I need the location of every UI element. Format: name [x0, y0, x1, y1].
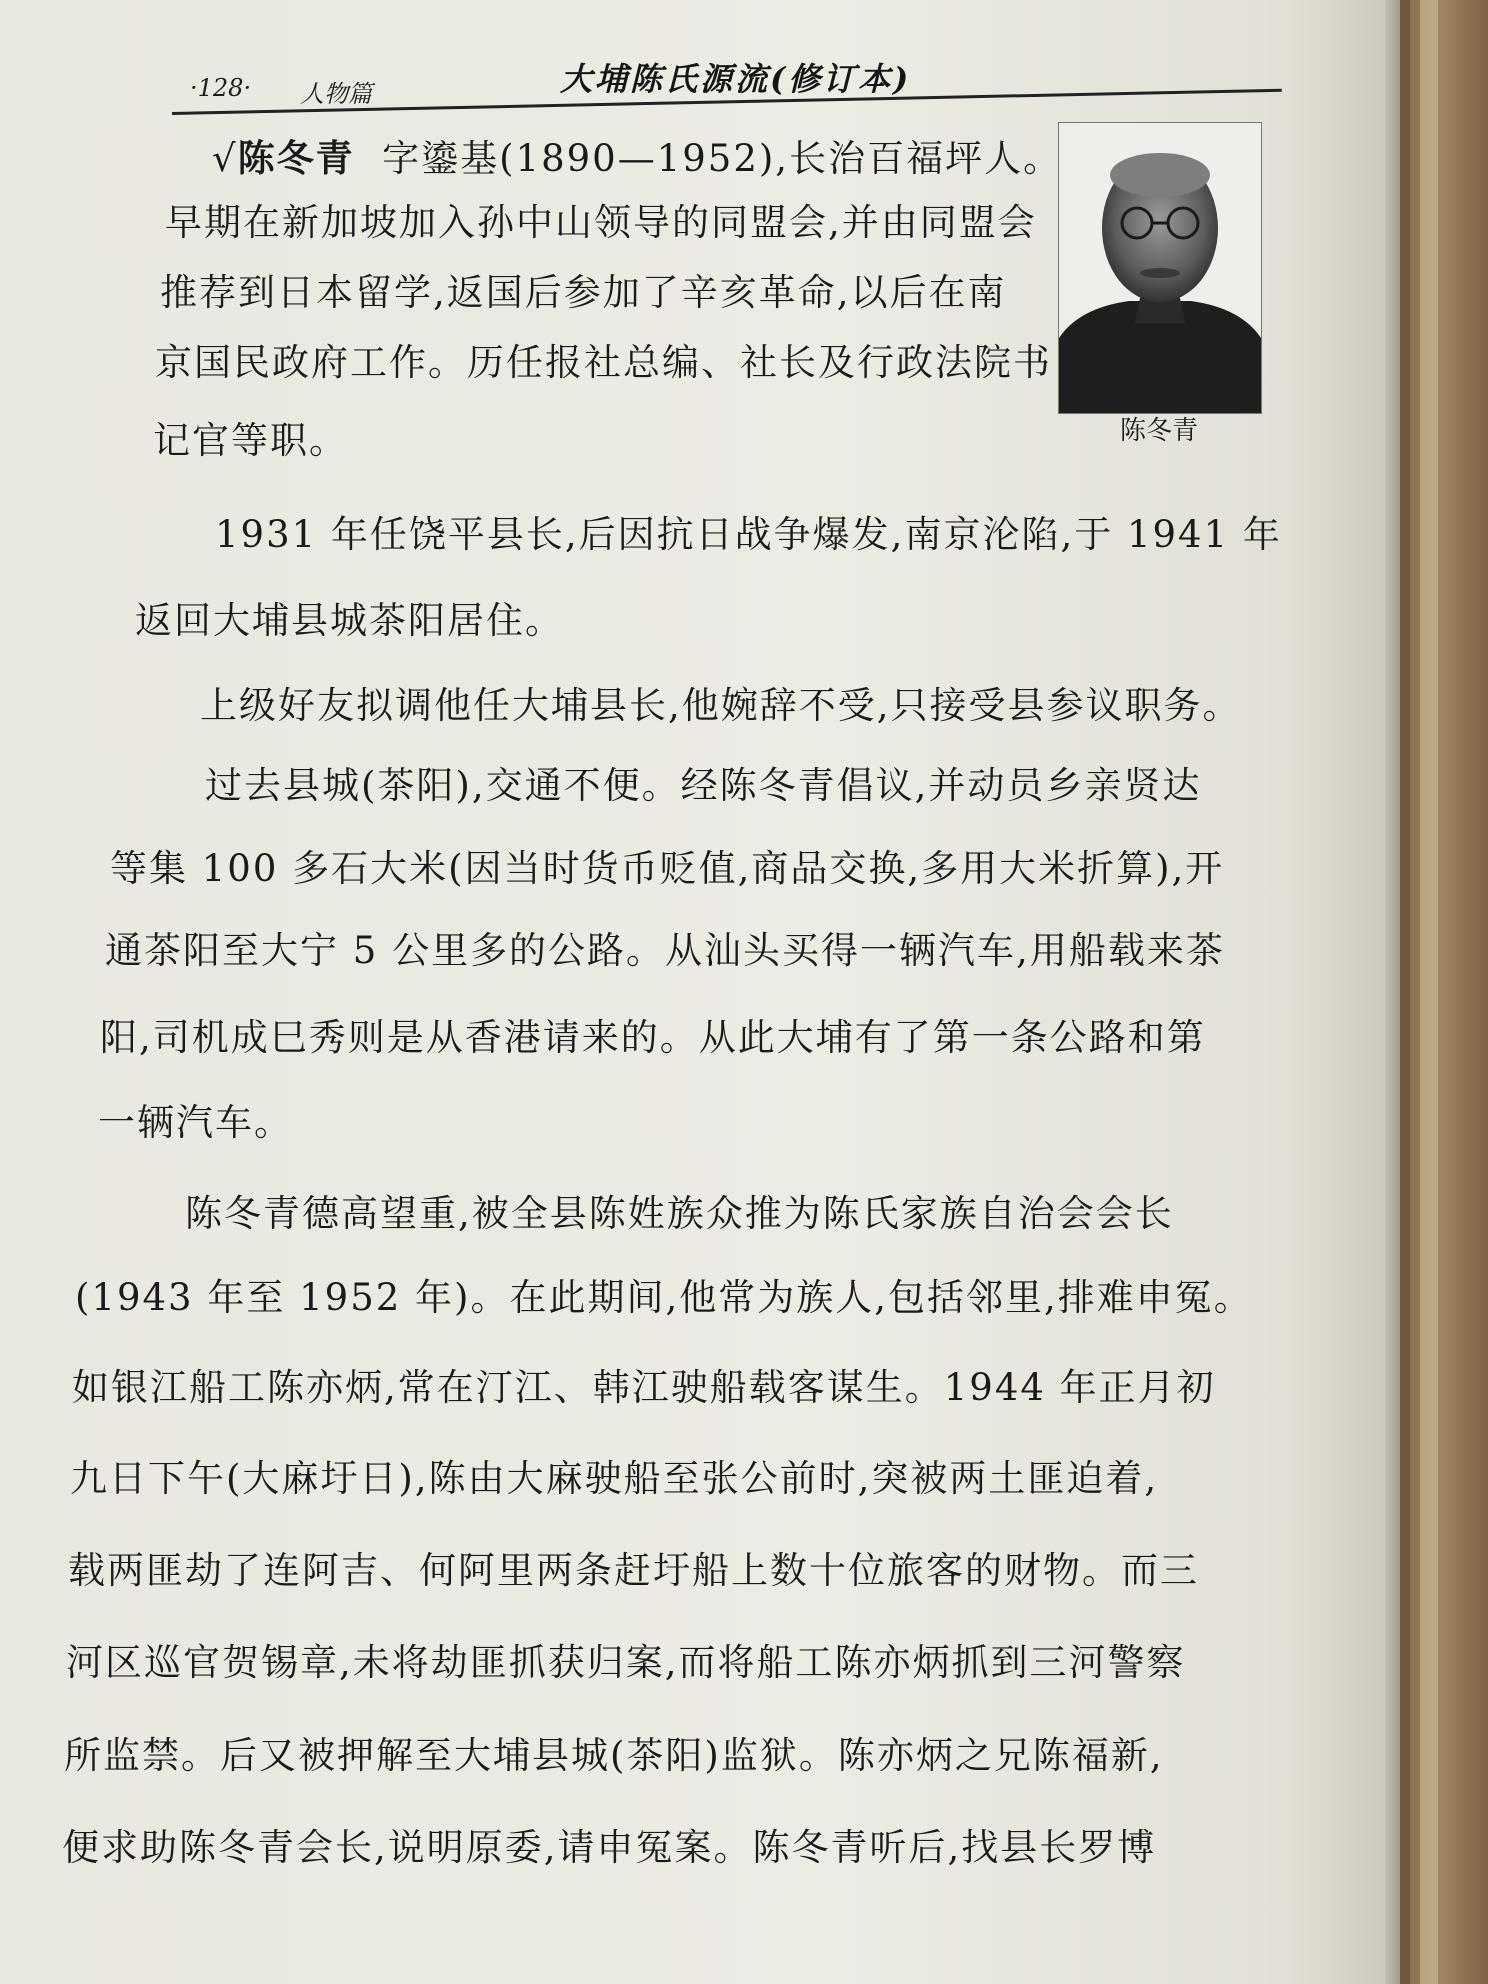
running-title: 大埔陈氏源流(修订本)	[560, 60, 912, 98]
text-line: 1931 年任饶平县长,后因抗日战争爆发,南京沦陷,于 1941 年	[215, 513, 1282, 556]
page-stack	[1420, 0, 1438, 1984]
text-line: 推荐到日本留学,返国后参加了辛亥革命,以后在南	[160, 271, 1007, 314]
entry-heading	[212, 128, 1062, 182]
text-line: 等集 100 多石大米(因当时货币贬值,商品交换,多用大米折算),开	[110, 847, 1225, 890]
text-line: 京国民政府工作。历任报社总编、社长及行政法院书	[155, 341, 1052, 384]
section-label: 人物篇	[300, 80, 372, 108]
page-curl-shadow	[1385, 0, 1400, 1984]
text-line: (1943 年至 1952 年)。在此期间,他常为族人,包括邻里,排难申冤。	[75, 1276, 1253, 1319]
text-line: 陈冬青德高望重,被全县陈姓族众推为陈氏家族自治会会长	[185, 1192, 1174, 1235]
text-line: 记官等职。	[153, 419, 348, 462]
text-line: 返回大埔县城茶阳居住。	[135, 599, 564, 642]
text-line: 所监禁。后又被押解至大埔县城(茶阳)监狱。陈亦炳之兄陈福新,	[64, 1734, 1164, 1777]
person-name: 陈冬青	[237, 137, 355, 180]
text-line: 如银江船工陈亦炳,常在汀江、韩江驶船载客谋生。1944 年正月初	[72, 1366, 1216, 1409]
text-line: 一辆汽车。	[98, 1101, 293, 1144]
photo-caption: 陈冬青	[1119, 416, 1198, 446]
text-line: 上级好友拟调他任大埔县长,他婉辞不受,只接受县参议职务。	[200, 684, 1242, 727]
text-line: 通茶阳至大宁 5 公里多的公路。从汕头买得一辆汽车,用船载来茶	[105, 929, 1225, 972]
text-line: 载两匪劫了连阿吉、何阿里两条赶圩船上数十位旅客的财物。而三	[68, 1549, 1199, 1592]
text-line: 阳,司机成巳秀则是从香港请来的。从此大埔有了第一条公路和第	[100, 1016, 1206, 1059]
text-line: 便求助陈冬青会长,说明原委,请申冤案。陈冬青听后,找县长罗博	[62, 1826, 1157, 1869]
person-intro: 字鎏基(1890—1952),长治百福坪人。	[382, 137, 1063, 180]
text-line: 早期在新加坡加入孙中山领导的同盟会,并由同盟会	[165, 201, 1037, 244]
text-line: 河区巡官贺锡章,未将劫匪抓获归案,而将船工陈亦炳抓到三河警察	[66, 1641, 1186, 1684]
text-line: 过去县城(茶阳),交通不便。经陈冬青倡议,并动员乡亲贤达	[205, 764, 1202, 807]
text-line: 九日下午(大麻圩日),陈由大麻驶船至张公前时,突被两土匪迫着,	[70, 1457, 1159, 1500]
portrait-photo	[1058, 122, 1262, 414]
page-number: ·128·	[190, 74, 252, 102]
check-mark: √	[212, 137, 238, 180]
